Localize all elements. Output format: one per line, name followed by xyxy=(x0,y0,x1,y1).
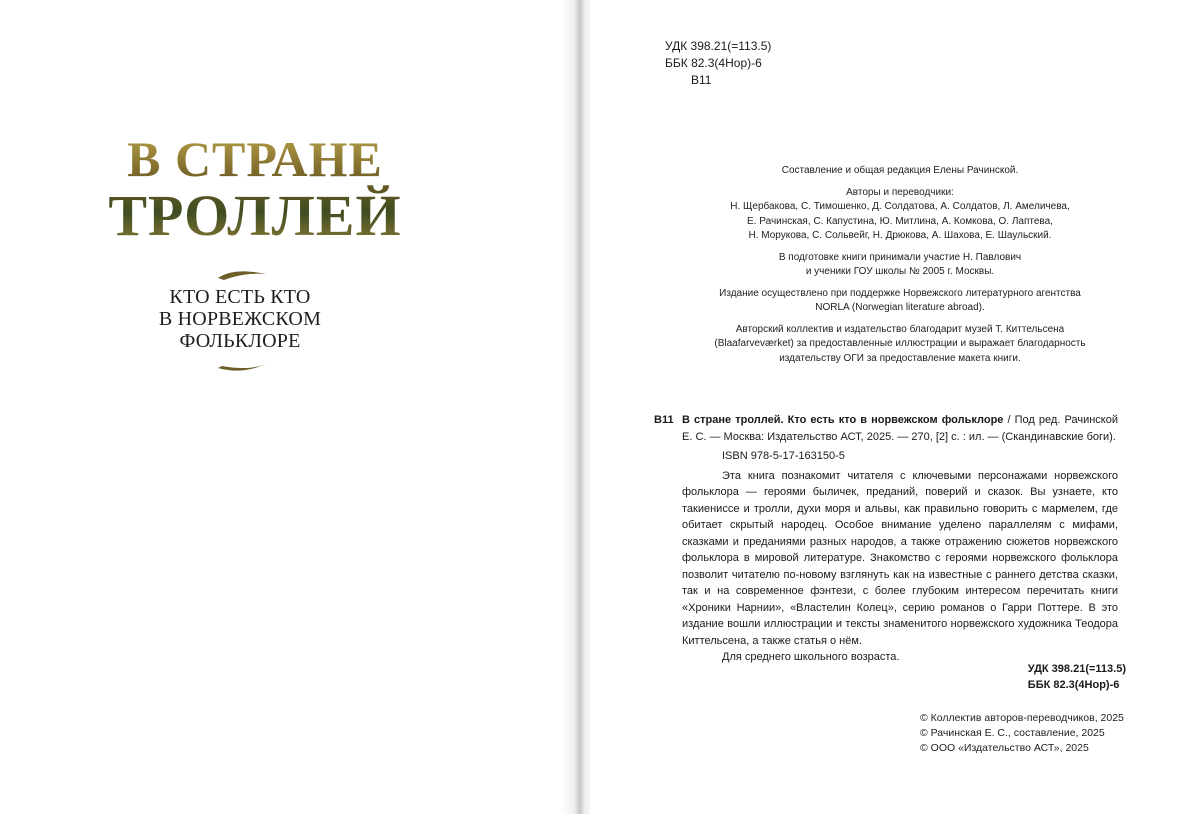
biblio-details: / Под ред. Рачинской Е. С. — Москва: Издательство АСТ, 2025. — 270, [2] с. : ил. — (Скандинавские боги). xyxy=(682,414,1118,443)
book-title-line1: В СТРАНЕ xyxy=(127,131,383,187)
book-subtitle-line1: КТО ЕСТЬ КТО xyxy=(169,286,311,308)
copyright-line: © Рачинская Е. С., составление, 2025 xyxy=(920,727,1105,739)
authors-heading: Авторы и переводчики: xyxy=(846,186,954,198)
thanks-line: (Blaafarveværket) за предоставленные иллюстрации и выражает благодарность xyxy=(714,338,1086,349)
book-title-line2: ТРОЛЛЕЙ xyxy=(108,183,402,248)
book-title xyxy=(70,132,440,246)
compiler-line: Составление и общая редакция Елены Рачинской. xyxy=(781,165,1019,176)
biblio-title: В стране троллей. Кто есть кто в норвежском фольклоре xyxy=(682,414,1004,426)
participants-line: и ученики ГОУ школы № 2005 г. Москвы. xyxy=(805,266,995,277)
authors-line: Н. Морукова, С. Сольвейг, Н. Дрюкова, А. Шахова, Е. Шаульский. xyxy=(748,230,1052,241)
support-block xyxy=(710,287,1090,316)
right-page xyxy=(590,0,1186,814)
thanks-block xyxy=(710,323,1090,367)
support-line: Издание осуществлено при поддержке Норвежского литературного агентства xyxy=(719,287,1081,299)
isbn: ISBN 978-5-17-163150-5 xyxy=(722,450,845,462)
bbk-code: ББК 82.3(4Нор)-6 xyxy=(665,56,762,70)
biblio-entry xyxy=(682,412,1118,445)
book-subtitle xyxy=(130,286,350,352)
copyright-line: © ООО «Издательство АСТ», 2025 xyxy=(920,742,1089,754)
thanks-line: издательству ОГИ за предоставление макета книги. xyxy=(779,352,1021,364)
annotation: Эта книга познакомит читателя с ключевыми персонажами норвежского фольклора — героями быличек, преданий, поверий и сказок. Вы узнаете, кто такиениссе и тролли, духи моря и альвы, как правильно говорить с мармелем, где обитает скрытый народец. Особое внимание уделено параллелям с мифами, сказками и преданиями разных народов, а также отражению сюжетов норвежского фольклора в мировой литературе. Знакомство с героями норвежского фольклора позволит читателю по-новому взглянуть как на известные с раннего детства сказки, так и на современное фэнтези, с более глубоким интересом перечитать книги «Хроники Нарнии», «Властелин Колец», серию романов о Гарри Поттере. В это издание вошли иллюстрации и тексты знаменитого норвежского художника Теодора Киттельсена, а также статья о нём. xyxy=(682,469,1118,647)
book-subtitle-line2: В НОРВЕЖСКОМ xyxy=(158,308,322,330)
thanks-line: Авторский коллектив и издательство благодарит музей Т. Киттельсена xyxy=(735,323,1065,335)
age-rating: Для среднего школьного возраста. xyxy=(722,651,900,663)
left-page xyxy=(0,0,578,814)
support-line: NORLA (Norwegian literature abroad). xyxy=(815,302,985,313)
credits-block xyxy=(710,164,1090,373)
top-flourish-icon xyxy=(214,268,270,282)
author-sign: В11 xyxy=(691,73,712,87)
udk-footer xyxy=(1028,661,1126,693)
participants-block xyxy=(710,251,1090,280)
biblio-code: В11 xyxy=(654,414,674,426)
bottom-flourish-icon xyxy=(214,360,270,374)
book-subtitle-line3: ФОЛЬКЛОРЕ xyxy=(179,330,301,352)
copyright-line: © Коллектив авторов-переводчиков, 2025 xyxy=(920,712,1124,724)
bbk-code-bottom: ББК 82.3(4Нор)-6 xyxy=(1027,679,1120,691)
bibliographic-record xyxy=(654,412,1118,666)
authors-line: Е. Рачинская, С. Капустина, Ю. Митлина, А. Комкова, О. Лаптева, xyxy=(747,215,1053,227)
copyright-block xyxy=(920,711,1124,756)
authors-block xyxy=(710,186,1090,244)
udk-header xyxy=(665,38,771,89)
authors-line: Н. Щербакова, С. Тимошенко, Д. Солдатова, А. Солдатов, Л. Амеличева, xyxy=(730,201,1070,212)
udk-code: УДК 398.21(=113.5) xyxy=(665,39,772,53)
participants-line: В подготовке книги принимали участие Н. Павлович xyxy=(778,251,1022,263)
udk-code-bottom: УДК 398.21(=113.5) xyxy=(1027,663,1126,675)
